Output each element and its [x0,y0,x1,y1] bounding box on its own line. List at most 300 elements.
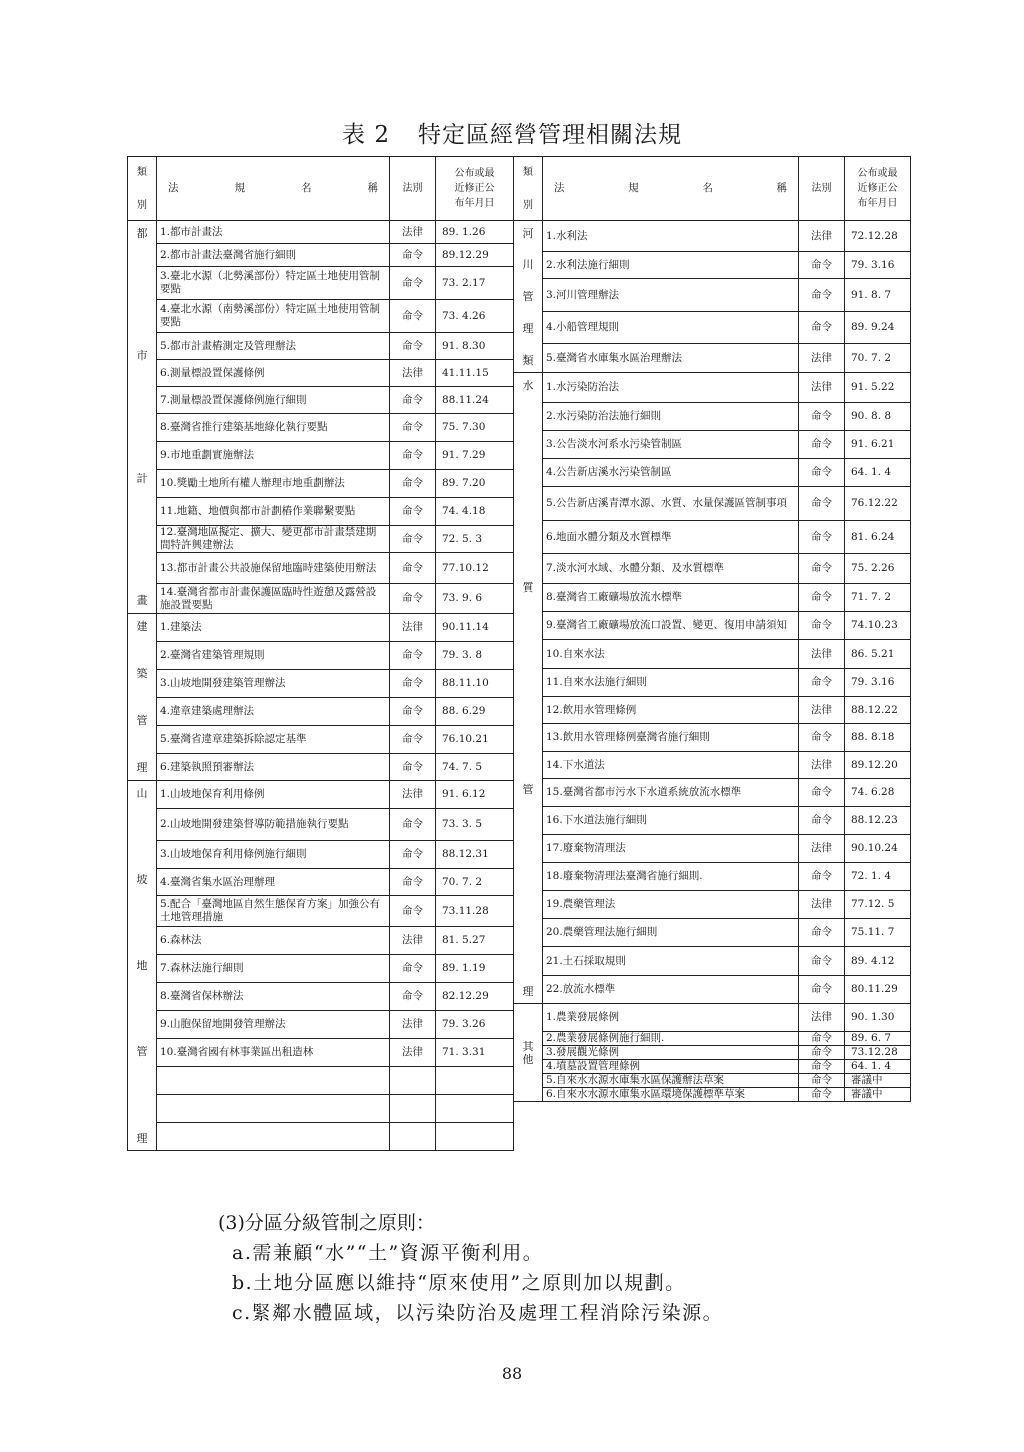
regulation-date: 79. 3.26 [436,1011,514,1039]
header-category-char: 別 [523,199,533,211]
regulation-name: 4.公告新店溪水污染管制區 [543,459,799,487]
header-type-cell [390,157,436,221]
regulation-date: 89. 6. 7 [845,1032,911,1046]
regulation-name: 18.廢棄物清理法臺灣省施行細則. [543,863,799,891]
regulation-date: 76.10.21 [436,726,514,754]
header-name-cell [157,157,390,221]
header-type: 法別 [402,183,423,194]
regulation-type: 命令 [390,983,436,1011]
regulation-type: 命令 [390,726,436,754]
table-row [128,526,514,553]
header-category [514,160,542,218]
regulation-date: 88.11.10 [436,670,514,698]
regulation-type: 命令 [390,387,436,414]
regulation-name: 4.墳墓設置管理條例 [543,1060,799,1074]
regulation-type: 命令 [799,431,845,459]
regulation-date: 76.12.22 [845,487,911,521]
regulation-type: 法律 [799,891,845,919]
regulation-name: 1.農業發展條例 [543,1004,799,1032]
regulation-type: 命令 [390,442,436,470]
regulation-date: 88.12.23 [845,807,911,835]
regulation-name: 11.自來水法施行細則 [543,669,799,697]
header-type-cell [799,157,845,221]
table-row [514,373,911,403]
regulation-date: 71. 7. 2 [845,584,911,612]
regulation-name: 1.水污染防治法 [543,373,799,403]
regulation-type: 法律 [390,781,436,809]
category-char: 其 [522,1039,534,1053]
category-char: 管 [522,782,534,796]
regulation-name: 5.臺灣省水庫集水區治理辦法 [543,344,799,373]
regulation-type: 命令 [390,333,436,360]
regulation-type: 命令 [799,1060,845,1074]
category-cell [128,221,157,614]
regulation-name: 3.公告淡水河系水污染管制區 [543,431,799,459]
regulation-type: 命令 [390,244,436,267]
regulation-name [157,1095,390,1123]
regulation-date: 72. 1. 4 [845,863,911,891]
table-row [514,669,911,697]
table-title [0,116,1024,149]
regulation-type: 命令 [390,809,436,841]
category-cell [514,373,543,1004]
regulation-type: 命令 [799,919,845,947]
category-char: 畫 [136,594,148,608]
regulation-name [157,1067,390,1095]
regulation-date: 91. 8. 7 [845,279,911,312]
table-row [128,927,514,955]
table-row [514,779,911,807]
header-row [128,157,514,221]
regulation-type: 法律 [390,221,436,244]
category-char: 管 [136,1045,148,1059]
category-char: 川 [522,258,534,272]
table-row [514,487,911,521]
regulation-date [436,1067,514,1095]
header-date-line: 公布或最 [454,168,495,179]
regulation-name: 9.山胞保留地開發管理辦法 [157,1011,390,1039]
header-name [546,182,795,195]
regulation-type: 命令 [390,754,436,781]
category-char: 水 [522,378,534,392]
table-row [514,431,911,459]
table-row [514,724,911,752]
table-row [514,1074,911,1088]
table-row [514,403,911,431]
table-row [128,983,514,1011]
regulation-type: 法律 [799,1004,845,1032]
regulation-date: 90. 1.30 [845,1004,911,1032]
regulation-date: 79. 3. 8 [436,642,514,670]
table-row [128,470,514,498]
regulation-name: 7.淡水河水域、水體分類、及水質標準 [543,554,799,584]
table-row [128,553,514,584]
regulation-name: 6.建築執照預審辦法 [157,754,390,781]
principle-item-b: b.土地分區應以維持“原來使用”之原則加以規劃。 [232,1272,686,1294]
regulation-date: 91. 8.30 [436,333,514,360]
regulation-date: 82.12.29 [436,983,514,1011]
regulation-type: 法律 [799,697,845,724]
regulation-type: 命令 [799,312,845,344]
header-date-line: 近修正公 [454,183,495,194]
table-row [514,947,911,976]
regulation-date: 91. 6.12 [436,781,514,809]
regulation-type: 命令 [799,487,845,521]
regulation-type: 命令 [390,642,436,670]
regulation-type: 法律 [390,927,436,955]
table-row [128,642,514,670]
table-row [514,1046,911,1060]
table-row [128,955,514,983]
regulation-date: 90.10.24 [845,835,911,863]
regulation-date: 89.12.20 [845,752,911,779]
regulation-type: 命令 [390,841,436,869]
regulation-name [157,1123,390,1151]
principle-item-c: c.緊鄰水體區域，以污染防治及處理工程消除污染源。 [232,1302,724,1324]
regulation-name: 13.飲用水管理條例臺灣省施行細則 [543,724,799,752]
table-row [514,640,911,669]
regulation-type: 命令 [799,779,845,807]
regulation-name: 12.臺灣地區擬定、擴大、變更都市計畫禁建期間特許興建辦法 [157,526,390,553]
regulation-date: 41.11.15 [436,360,514,387]
regulation-date: 73. 4.26 [436,300,514,333]
regulation-name: 2.水污染防治法施行細則 [543,403,799,431]
category-char: 理 [522,984,534,998]
category-label [514,1036,542,1070]
regulation-type: 法律 [390,1011,436,1039]
header-name-char: 名 [702,182,713,194]
table-row [128,754,514,781]
category-cell [128,781,157,1151]
table-row [128,726,514,754]
regulation-type: 命令 [799,863,845,891]
header-name-char: 法 [554,182,565,194]
regulation-date [436,1095,514,1123]
regulation-type: 命令 [390,896,436,927]
regulation-date: 74. 6.28 [845,779,911,807]
table-row [514,1088,911,1102]
regulation-date: 80.11.29 [845,976,911,1004]
regulation-type: 命令 [799,403,845,431]
category-char: 河 [522,226,534,240]
regulation-name: 1.水利法 [543,221,799,252]
regulation-date: 72.12.28 [845,221,911,252]
header-name-char: 規 [628,182,639,194]
table-row [514,612,911,640]
regulation-type: 命令 [799,521,845,554]
table-row [514,312,911,344]
regulation-type: 法律 [799,373,845,403]
regulation-date [436,1123,514,1151]
table-row [128,360,514,387]
category-label [128,223,156,612]
regulation-name: 4.小船管理規則 [543,312,799,344]
regulation-name: 9.臺灣省工廠礦場放流口設置、變更、復用申請須知 [543,612,799,640]
table-row [514,554,911,584]
regulation-type [390,1123,436,1151]
category-char: 他 [522,1052,534,1066]
table-row [514,521,911,554]
category-char: 都 [136,226,148,240]
regulation-date: 75.11. 7 [845,919,911,947]
regulation-date: 81. 6.24 [845,521,911,554]
regulation-name: 3.臺北水源（北勢溪部份）特定區土地使用管制要點 [157,267,390,300]
header-date [439,166,510,211]
regulation-name: 2.水利法施行細則 [543,252,799,279]
table-row [128,414,514,442]
header-category-char: 類 [137,166,147,178]
regulation-date: 71. 3.31 [436,1039,514,1067]
regulation-type: 命令 [799,669,845,697]
regulation-name: 2.農業發展條例施行細則. [543,1032,799,1046]
category-char: 建 [136,619,148,633]
regulation-type: 法律 [390,614,436,642]
regulation-date: 77.10.12 [436,553,514,584]
regulation-date: 91. 7.29 [436,442,514,470]
regulations-table-right [513,156,911,1102]
regulation-type: 命令 [799,612,845,640]
category-char: 理 [522,321,534,335]
regulation-date: 64. 1. 4 [845,1060,911,1074]
category-char: 類 [522,353,534,367]
regulation-name: 17.廢棄物清理法 [543,835,799,863]
regulation-name: 6.測量標設置保護條例 [157,360,390,387]
header-name-char: 名 [301,182,312,194]
regulation-type: 法律 [390,1039,436,1067]
category-char: 坡 [136,872,148,886]
regulation-name: 9.市地重劃實施辦法 [157,442,390,470]
header-date-line: 公布或最 [857,168,898,179]
regulation-date: 審議中 [845,1088,911,1102]
regulation-date: 81. 5.27 [436,927,514,955]
regulation-type: 命令 [390,955,436,983]
header-date-line: 布年月日 [454,198,495,209]
regulation-type: 命令 [390,498,436,526]
table-row [514,976,911,1004]
table-row [128,1039,514,1067]
regulation-name: 16.下水道法施行細則 [543,807,799,835]
regulation-name: 3.發展觀光條例 [543,1046,799,1060]
regulation-name: 13.都市計畫公共設施保留地臨時建築使用辦法 [157,553,390,584]
regulation-date: 89. 7.20 [436,470,514,498]
table-row [514,752,911,779]
regulation-type: 命令 [390,470,436,498]
regulation-date: 72. 5. 3 [436,526,514,553]
category-cell [514,1004,543,1102]
principle-item-a: a.需兼顧“水”“土”資源平衡利用。 [232,1242,544,1264]
regulation-name: 8.臺灣省保林辦法 [157,983,390,1011]
regulation-name: 2.臺灣省建築管理規則 [157,642,390,670]
table-row [514,891,911,919]
regulation-date: 88. 6.29 [436,698,514,726]
table-row [514,459,911,487]
regulation-type: 命令 [390,553,436,584]
regulation-type: 命令 [799,1032,845,1046]
regulation-name: 5.公告新店溪青潭水源、水質、水量保護區管制事項 [543,487,799,521]
header-category-cell [128,157,157,221]
regulation-name: 11.地籍、地價與都市計劃樁作業聯繫要點 [157,498,390,526]
regulation-date: 73. 3. 5 [436,809,514,841]
regulation-name: 12.飲用水管理條例 [543,697,799,724]
regulation-type: 法律 [799,835,845,863]
regulation-date: 89. 1.19 [436,955,514,983]
regulation-type: 命令 [390,670,436,698]
table-caption: 特定區經營管理相關法規 [417,122,682,148]
regulation-name: 19.農藥管理法 [543,891,799,919]
table-row [128,1123,514,1151]
table-row [128,300,514,333]
category-char: 理 [136,761,148,775]
regulation-type: 法律 [799,640,845,669]
regulation-name: 5.臺灣省違章建築拆除認定基準 [157,726,390,754]
header-name-char: 法 [168,182,179,194]
regulation-name: 4.臺灣省集水區治理辦理 [157,869,390,896]
regulation-name: 6.地面水體分類及水質標準 [543,521,799,554]
category-label [128,783,156,1149]
regulation-name: 5.配合「臺灣地區自然生態保育方案」加強公有土地管理措施 [157,896,390,927]
regulation-date: 89. 9.24 [845,312,911,344]
table-row [128,1067,514,1095]
category-char: 地 [136,959,148,972]
header-date-line: 布年月日 [857,198,898,209]
regulation-type: 法律 [799,344,845,373]
regulation-type: 命令 [799,724,845,752]
category-char: 計 [136,471,148,485]
regulation-date: 88.11.24 [436,387,514,414]
table-row [514,1004,911,1032]
table-row [514,584,911,612]
header-category-char: 類 [523,166,533,178]
regulation-type: 法律 [799,221,845,252]
regulation-name: 14.下水道法 [543,752,799,779]
regulation-date: 86. 5.21 [845,640,911,669]
category-char: 築 [136,666,148,680]
category-cell [514,221,543,373]
regulation-date: 79. 3.16 [845,252,911,279]
table-number: 表 2 [342,122,390,148]
regulation-type: 法律 [799,752,845,779]
regulation-name: 7.森林法施行細則 [157,955,390,983]
regulation-date: 70. 7. 2 [845,344,911,373]
regulation-name: 22.放流水標準 [543,976,799,1004]
category-char: 山 [136,786,148,800]
regulation-date: 90. 8. 8 [845,403,911,431]
table-row [514,1032,911,1046]
category-char: 管 [136,714,148,728]
regulation-date: 88.12.31 [436,841,514,869]
regulation-date: 75. 7.30 [436,414,514,442]
regulation-type: 命令 [390,698,436,726]
table-row [514,863,911,891]
regulation-date: 89.12.29 [436,244,514,267]
table-row [514,1060,911,1074]
regulation-type: 命令 [390,267,436,300]
regulation-date: 73.11.28 [436,896,514,927]
header-date-line: 近修正公 [857,183,898,194]
table-row [128,1095,514,1123]
regulation-date: 64. 1. 4 [845,459,911,487]
table-row [128,584,514,614]
regulation-date: 88.12.22 [845,697,911,724]
regulation-name: 10.自來水法 [543,640,799,669]
table-row [514,697,911,724]
category-label [514,223,542,371]
table-row [514,344,911,373]
regulation-name: 1.都市計畫法 [157,221,390,244]
table-row [128,841,514,869]
regulation-name: 2.都市計畫法臺灣省施行細則 [157,244,390,267]
regulation-name: 1.建築法 [157,614,390,642]
regulation-date: 74.10.23 [845,612,911,640]
regulation-type: 命令 [799,584,845,612]
table-row [514,807,911,835]
regulation-name: 14.臺灣省都市計畫保護區臨時性遊憩及露營設施設置要點 [157,584,390,614]
category-char: 質 [522,580,534,594]
regulation-date: 審議中 [845,1074,911,1088]
regulation-name: 10.獎勵土地所有權人辦理市地重劃辦法 [157,470,390,498]
regulation-date: 79. 3.16 [845,669,911,697]
regulation-date: 75. 2.26 [845,554,911,584]
regulations-table-left [127,156,514,1151]
regulation-type: 命令 [799,279,845,312]
regulation-name: 8.臺灣省推行建築基地綠化執行要點 [157,414,390,442]
principles-heading: (3)分區分級管制之原則： [218,1212,435,1234]
regulation-date: 74. 4.18 [436,498,514,526]
regulation-type [390,1095,436,1123]
header-row [514,157,911,221]
category-cell [128,614,157,781]
table-row [128,614,514,642]
regulation-type: 法律 [390,360,436,387]
regulation-type: 命令 [799,554,845,584]
regulation-date: 73.12.28 [845,1046,911,1060]
regulation-date: 89. 1.26 [436,221,514,244]
header-name-cell [543,157,799,221]
table-row [514,279,911,312]
table-row [128,221,514,244]
regulation-name: 6.自來水水源水庫集水區環境保護標準草案 [543,1088,799,1102]
header-type: 法別 [811,183,832,194]
table-row [128,896,514,927]
regulation-date: 89. 4.12 [845,947,911,976]
table-row [128,809,514,841]
regulation-type: 命令 [799,1046,845,1060]
regulation-name: 6.森林法 [157,927,390,955]
header-name-char: 稱 [776,182,787,194]
regulation-type: 命令 [390,526,436,553]
regulation-date: 88. 8.18 [845,724,911,752]
header-category-char: 別 [137,199,147,211]
regulation-date: 91. 6.21 [845,431,911,459]
table-row [128,670,514,698]
header-name-char: 稱 [367,182,378,194]
regulation-name: 4.違章建築處理辦法 [157,698,390,726]
table-row [128,698,514,726]
regulation-type: 命令 [799,1074,845,1088]
regulation-type: 命令 [799,459,845,487]
regulation-type: 命令 [390,584,436,614]
regulation-name: 3.山坡地保育利用條例施行細則 [157,841,390,869]
regulation-name: 5.都市計畫樁測定及管理辦法 [157,333,390,360]
regulation-date: 77.12. 5 [845,891,911,919]
header-category-cell [514,157,543,221]
header-name [160,182,386,195]
regulation-type: 命令 [799,1088,845,1102]
regulation-date: 91. 5.22 [845,373,911,403]
regulation-name: 3.山坡地開發建築管理辦法 [157,670,390,698]
regulation-name: 5.自來水水源水庫集水區保護辦法草案 [543,1074,799,1088]
regulation-type: 命令 [799,976,845,1004]
